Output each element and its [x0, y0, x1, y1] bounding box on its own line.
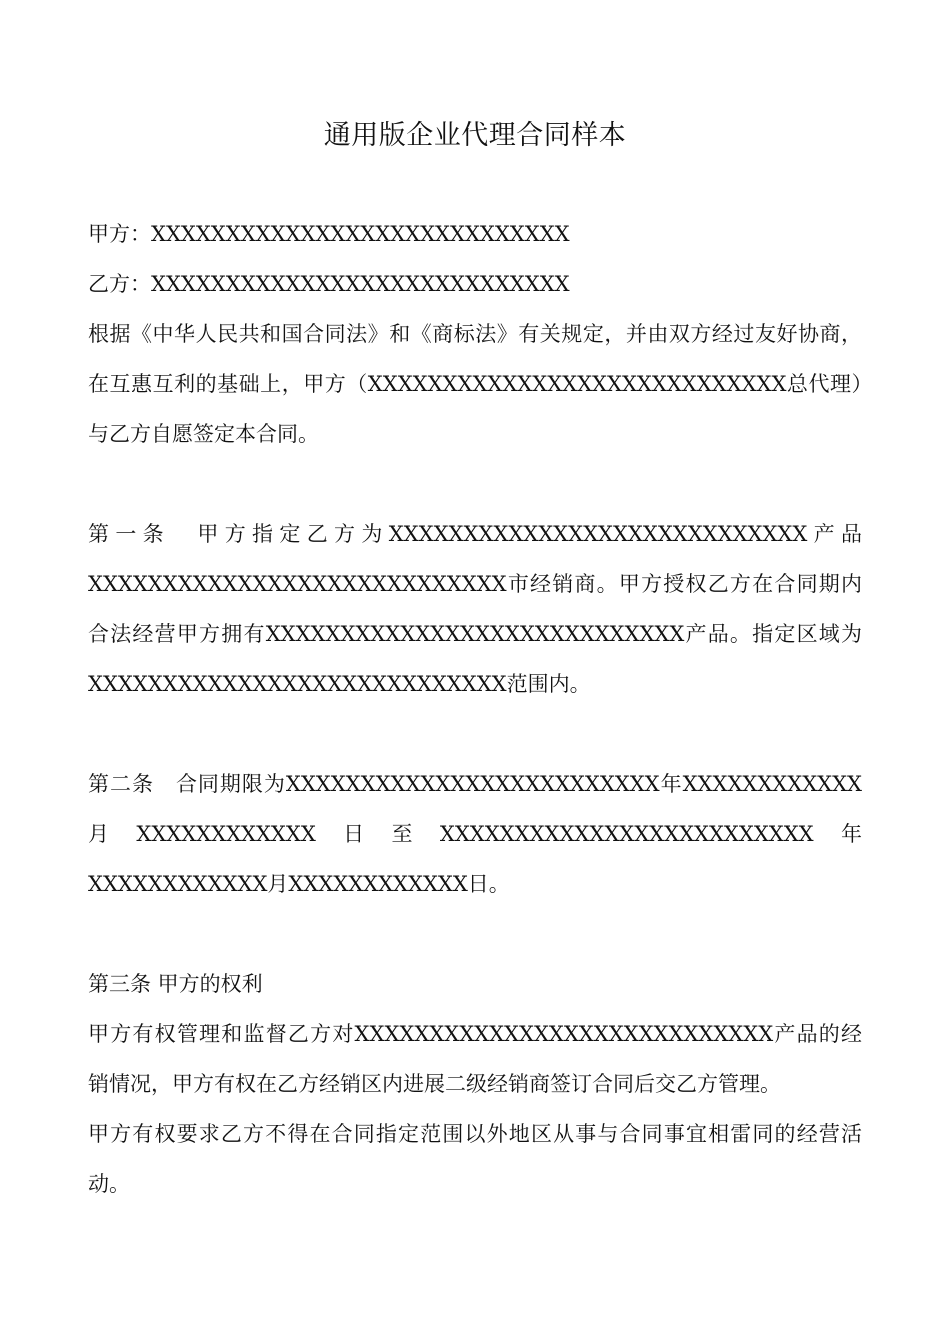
party-a-line: 甲方：XXXXXXXXXXXXXXXXXXXXXXXXXXXX [88, 222, 570, 246]
article-3-item-1: 甲方有权管理和监督乙方对XXXXXXXXXXXXXXXXXXXXXXXXXXXX产品的经销情况，甲方有权在乙方经销区内进展二级经销商签订合同后交乙方管理。 [88, 1022, 862, 1096]
paragraph-gap [88, 459, 862, 509]
article-3-heading: 第三条 甲方的权利 [88, 972, 263, 996]
party-b-line: 乙方：XXXXXXXXXXXXXXXXXXXXXXXXXXXX [88, 272, 570, 296]
document-title: 通用版企业代理合同样本 [323, 120, 627, 151]
article-1-paragraph: 第一条 甲方指定乙方为XXXXXXXXXXXXXXXXXXXXXXXXXXXX产品XXXXXXXXXXXXXXXXXXXXXXXXXXXX市经销商。甲方授权乙方在合同期内合法经营甲方拥有XXXXXXXXXXXXXXXXXXXXXXXXXXXX产品。指定区域为XXXXXXXXXXXXXXXXXXXXXXXXXXXX范围内。 [88, 522, 862, 696]
document-body [88, 209, 862, 1209]
paragraph-gap [88, 909, 862, 959]
article-2-paragraph: 第二条 合同期限为XXXXXXXXXXXXXXXXXXXXXXXXX年XXXXXXXXXXXX月XXXXXXXXXXXX日至XXXXXXXXXXXXXXXXXXXXXXXXX年XXXXXXXXXXXX月XXXXXXXXXXXX日。 [88, 772, 863, 896]
preamble-paragraph: 根据《中华人民共和国合同法》和《商标法》有关规定，并由双方经过友好协商，在互惠互利的基础上，甲方（XXXXXXXXXXXXXXXXXXXXXXXXXXXX总代理）与乙方自愿签定本合同。 [88, 322, 862, 446]
paragraph-gap [88, 709, 862, 759]
article-3-item-2: 甲方有权要求乙方不得在合同指定范围以外地区从事与合同事宜相雷同的经营活动。 [88, 1122, 862, 1196]
